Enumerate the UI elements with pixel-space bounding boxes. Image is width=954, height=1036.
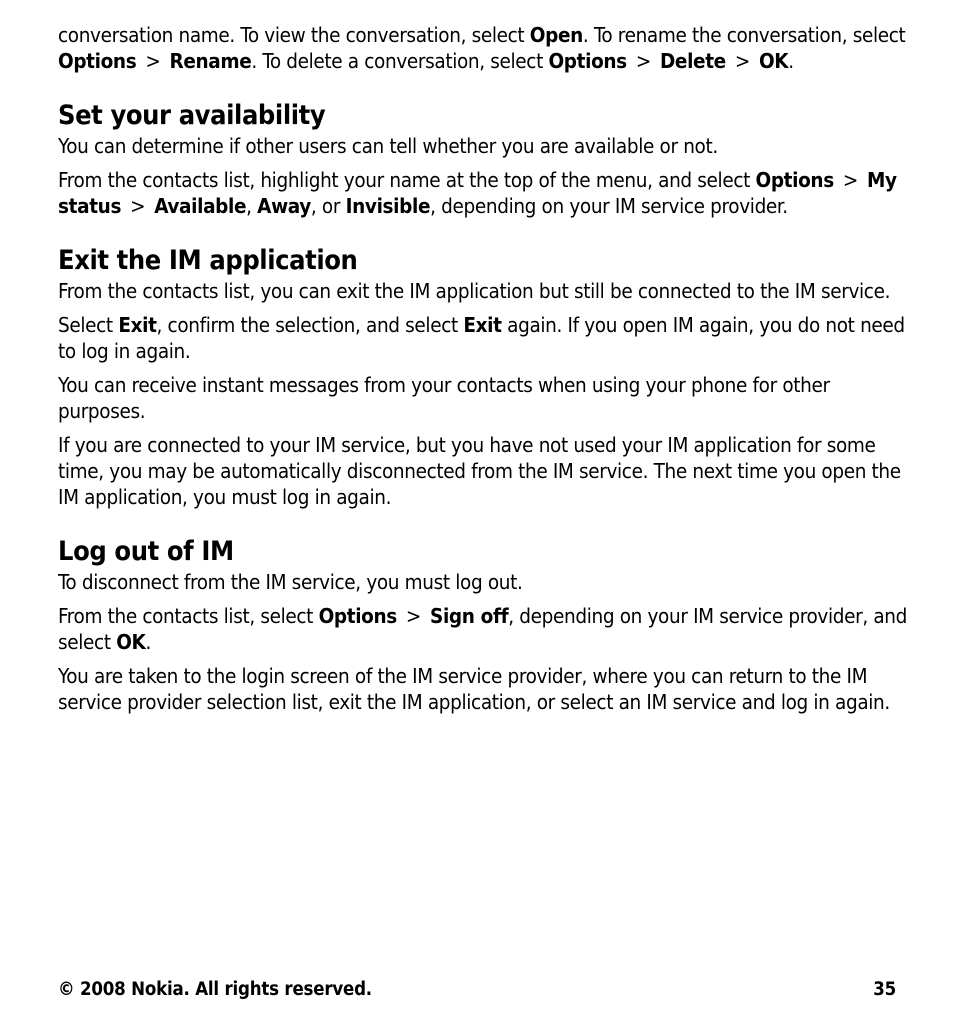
page-number: 35 [873, 979, 896, 1000]
page-footer [58, 978, 896, 1002]
menu-separator: > [405, 604, 422, 628]
menu-my-status: My status [58, 168, 897, 218]
exit-paragraph-3: You can receive instant messages from your contacts when using your phone for other purposes. [58, 373, 830, 423]
exit-paragraph-4: If you are connected to your IM service, but you have not used your IM application for some time, you may be automatically disconnected from the IM service. The next time you open the IM application, you must log in again. [58, 433, 901, 509]
availability-paragraph-1: You can determine if other users can tell whether you are available or not. [58, 134, 718, 158]
intro-text: . To rename the conversation, select [582, 23, 906, 47]
menu-sign-off: Sign off [430, 604, 509, 628]
logout-paragraph-2 [58, 603, 908, 655]
section-log-out [58, 536, 908, 715]
body-text: , depending on your IM service provider. [430, 194, 788, 218]
heading-exit-im: Exit the IM application [58, 245, 358, 276]
menu-available: Available [154, 194, 247, 218]
menu-separator: > [734, 49, 750, 73]
menu-exit: Exit [118, 313, 157, 337]
exit-paragraph-1: From the contacts list, you can exit the IM application but still be connected to the IM service. [58, 279, 891, 303]
menu-options: Options [548, 49, 627, 73]
section-exit-im [58, 245, 908, 510]
body-text: From the contacts list, highlight your name at the top of the menu, and select [58, 168, 756, 192]
menu-invisible: Invisible [345, 194, 431, 218]
copyright-notice: © 2008 Nokia. All rights reserved. [58, 979, 372, 1000]
intro-text: conversation name. To view the conversation, select [58, 23, 530, 47]
menu-delete: Delete [659, 49, 726, 73]
body-text: From the contacts list, select [58, 604, 319, 628]
menu-separator: > [635, 49, 651, 73]
menu-separator: > [130, 194, 146, 218]
manual-page [58, 22, 908, 715]
heading-log-out: Log out of IM [58, 536, 234, 567]
body-text: , depending on your IM service provider, and select [58, 604, 908, 654]
body-text: , confirm the selection, and select [156, 313, 464, 337]
menu-ok: OK [758, 49, 789, 73]
intro-text: . [788, 49, 794, 73]
logout-paragraph-3: You are taken to the login screen of the IM service provider, where you can return to the IM service provider selection list, exit the IM application, or select an IM service and log in again. [58, 664, 890, 714]
menu-options: Options [58, 49, 137, 73]
menu-separator: > [842, 168, 858, 192]
body-text: , [246, 194, 258, 218]
menu-away: Away [257, 194, 311, 218]
body-text: Select [58, 313, 119, 337]
menu-ok: OK [116, 630, 146, 654]
intro-paragraph [58, 22, 908, 74]
body-text: , or [310, 194, 346, 218]
logout-paragraph-1: To disconnect from the IM service, you must log out. [58, 570, 523, 594]
exit-paragraph-2 [58, 312, 908, 364]
menu-options: Options [755, 168, 834, 192]
intro-text: . To delete a conversation, select [251, 49, 549, 73]
section-set-availability [58, 100, 908, 219]
menu-open: Open [529, 23, 583, 47]
menu-separator: > [145, 49, 161, 73]
menu-exit: Exit [463, 313, 502, 337]
body-text: . [145, 630, 152, 654]
menu-options: Options [318, 604, 397, 628]
body-text: again. If you open IM again, you do not need to log in again. [58, 313, 905, 363]
menu-rename: Rename [169, 49, 252, 73]
heading-set-availability: Set your availability [58, 100, 326, 131]
availability-paragraph-2 [58, 167, 908, 219]
